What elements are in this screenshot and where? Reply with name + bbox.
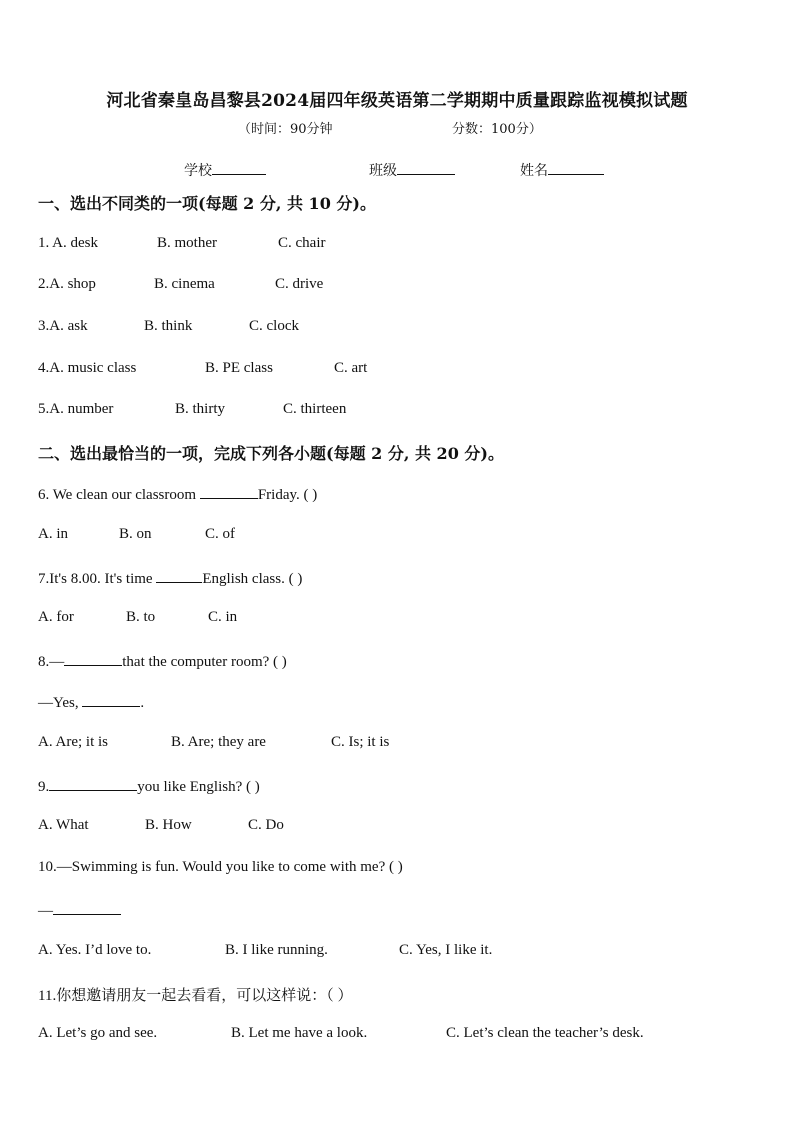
school-blank[interactable]	[212, 160, 266, 175]
q6-option-c: C. of	[205, 526, 235, 542]
q7-blank[interactable]	[156, 568, 202, 583]
q10-option-c: C. Yes, I like it.	[399, 942, 493, 958]
q5-option-c: C. thirteen	[283, 401, 347, 417]
q9-option-b: B. How	[145, 817, 192, 833]
name-field: 姓名	[520, 160, 604, 180]
q11-option-a: A. Let’s go and see.	[38, 1025, 158, 1041]
question-6: 6. We clean our classroom Friday. ( )	[38, 484, 317, 504]
q8-blank-1[interactable]	[64, 651, 122, 666]
q8-option-b: B. Are; they are	[171, 734, 266, 750]
question-9: 9. you like English? ( )	[38, 776, 260, 796]
q5-option-a: 5.A. number	[38, 401, 114, 417]
school-field: 学校	[184, 160, 266, 180]
q1-option-b: B. mother	[157, 235, 217, 251]
q11-option-b: B. Let me have a look.	[231, 1025, 368, 1041]
q4-option-b: B. PE class	[205, 360, 273, 376]
q6-option-b: B. on	[119, 526, 152, 542]
q8-option-a: A. Are; it is	[38, 734, 108, 750]
q1-option-c: C. chair	[278, 235, 326, 251]
question-10: 10.—Swimming is fun. Would you like to come with me? ( )	[38, 859, 403, 875]
q7-options	[38, 609, 238, 626]
name-blank[interactable]	[548, 160, 604, 175]
q9-options	[38, 817, 284, 834]
q5-option-b: B. thirty	[175, 401, 226, 417]
q10-reply: —	[38, 900, 121, 920]
q4-option-c: C. art	[334, 360, 368, 376]
q9-option-c: C. Do	[248, 817, 284, 833]
question-5	[38, 401, 347, 418]
q7-option-c: C. in	[208, 609, 238, 625]
q6-option-a: A. in	[38, 526, 68, 542]
section-1-heading: 一、选出不同类的一项(每题 2 分, 共 10 分)。	[38, 194, 376, 213]
q3-option-b: B. think	[144, 318, 193, 334]
q10-option-b: B. I like running.	[225, 942, 328, 958]
q3-option-a: 3.A. ask	[38, 318, 88, 334]
q2-option-c: C. drive	[275, 276, 324, 292]
q1-option-a: 1. A. desk	[38, 235, 98, 251]
question-1	[38, 235, 326, 252]
question-11: 11.你想邀请朋友一起去看看，可以这样说：（ ）	[38, 988, 353, 1004]
question-8: 8.— that the computer room? ( )	[38, 651, 287, 671]
question-4	[38, 360, 368, 377]
q8-reply: —Yes, .	[38, 692, 144, 712]
exam-time: （时间：90分钟	[238, 122, 333, 137]
q2-option-a: 2.A. shop	[38, 276, 96, 292]
q10-options	[38, 942, 493, 959]
q11-options	[38, 1025, 644, 1042]
q3-option-c: C. clock	[249, 318, 299, 334]
section-2-heading: 二、选出最恰当的一项，完成下列各小题(每题 2 分, 共 20 分)。	[38, 444, 504, 463]
q11-option-c: C. Let’s clean the teacher’s desk.	[446, 1025, 644, 1041]
q4-option-a: 4.A. music class	[38, 360, 137, 376]
class-field: 班级	[369, 160, 455, 180]
q8-options	[38, 734, 390, 751]
q7-option-b: B. to	[126, 609, 156, 625]
q9-option-a: A. What	[38, 817, 89, 833]
q8-blank-2[interactable]	[82, 692, 140, 707]
q2-option-b: B. cinema	[154, 276, 215, 292]
q7-option-a: A. for	[38, 609, 74, 625]
q6-options	[38, 526, 235, 543]
question-7: 7.It's 8.00. It's time English class. ( )	[38, 568, 302, 588]
exam-title: 河北省秦皇岛昌黎县2024届四年级英语第二学期期中质量跟踪监视模拟试题	[106, 91, 688, 111]
class-blank[interactable]	[397, 160, 455, 175]
question-3	[38, 318, 299, 335]
q8-option-c: C. Is; it is	[331, 734, 390, 750]
question-2	[38, 276, 324, 293]
q9-blank[interactable]	[49, 776, 137, 791]
q6-blank[interactable]	[200, 484, 258, 499]
exam-score: 分数：100分）	[452, 122, 542, 137]
q10-blank[interactable]	[53, 900, 121, 915]
q10-option-a: A. Yes. I’d love to.	[38, 942, 152, 958]
